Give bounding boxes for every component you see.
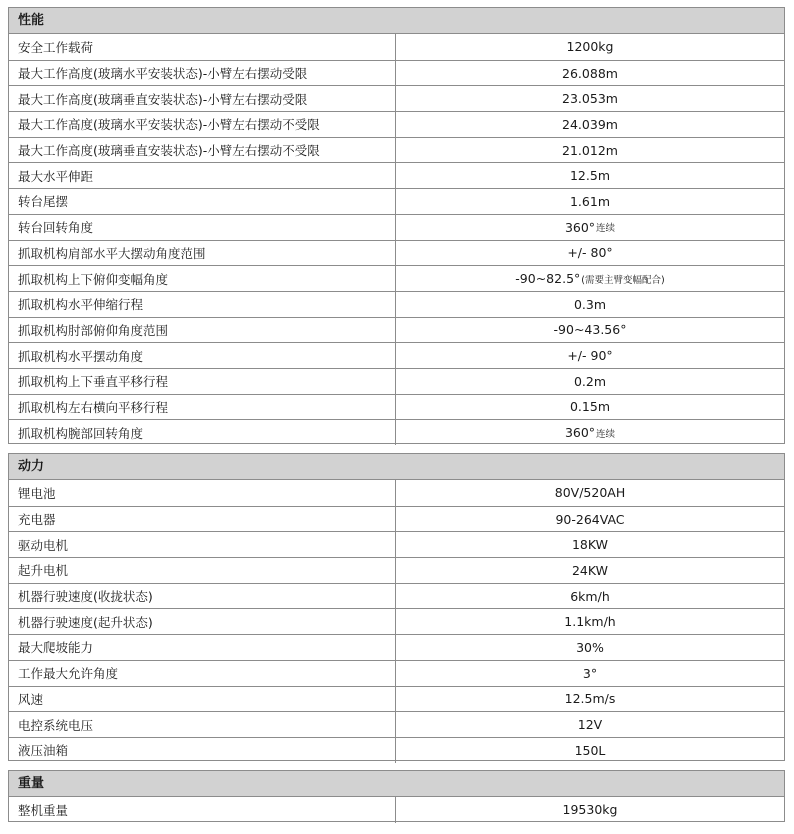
spec-value: 360°: [564, 219, 596, 235]
spec-value-cell: [396, 369, 784, 394]
spec-label: 电控系统电压: [9, 712, 396, 737]
spec-value-cell: [396, 138, 784, 163]
spec-label: 锂电池: [9, 480, 396, 506]
spec-value: 26.088m: [562, 65, 618, 81]
spec-rows: [9, 480, 784, 763]
table-row: [9, 419, 784, 445]
spec-value: 90-264VAC: [555, 511, 625, 527]
spec-value-cell: [396, 318, 784, 343]
spec-label: 液压油箱: [9, 738, 396, 763]
spec-value: 6km/h: [570, 588, 610, 604]
spec-value: 18KW: [571, 537, 609, 553]
spec-label: 抓取机构腕部回转角度: [9, 420, 396, 445]
spec-value: +/- 80°: [567, 245, 613, 261]
table-row: [9, 797, 784, 823]
table-row: [9, 686, 784, 712]
table-row: [9, 583, 784, 609]
spec-label: 抓取机构肘部俯仰角度范围: [9, 318, 396, 343]
spec-value: -90~43.56°: [553, 322, 627, 338]
spec-label: 最大工作高度(玻璃垂直安装状态)-小臂左右摆动受限: [9, 86, 396, 111]
spec-value: -90~82.5°: [515, 271, 581, 287]
spec-value: 1.1km/h: [564, 614, 616, 630]
spec-value-cell: [396, 34, 784, 60]
spec-value: 80V/520AH: [554, 485, 626, 501]
table-row: [9, 162, 784, 188]
spec-value-cell: [396, 480, 784, 506]
spec-value: 12.5m/s: [564, 691, 616, 707]
spec-value-cell: [396, 532, 784, 557]
spec-label: 抓取机构上下垂直平移行程: [9, 369, 396, 394]
spec-value-cell: [396, 712, 784, 737]
spec-label: 最大工作高度(玻璃垂直安装状态)-小臂左右摆动不受限: [9, 138, 396, 163]
spec-value-cell: [396, 112, 784, 137]
spec-value-cell: [396, 241, 784, 266]
table-row: [9, 506, 784, 532]
section-performance: [8, 7, 785, 444]
spec-value-cell: [396, 507, 784, 532]
spec-label: 最大工作高度(玻璃水平安装状态)-小臂左右摆动不受限: [9, 112, 396, 137]
spec-label: 整机重量: [9, 797, 396, 823]
table-row: [9, 34, 784, 60]
spec-value-cell: [396, 395, 784, 420]
spec-label: 抓取机构左右横向平移行程: [9, 395, 396, 420]
section-title: 动力: [9, 454, 784, 480]
spec-value: 0.2m: [573, 373, 607, 389]
spec-value: 1200kg: [566, 39, 614, 55]
table-row: [9, 85, 784, 111]
spec-value: +/- 90°: [567, 348, 613, 364]
table-row: [9, 557, 784, 583]
section-title: 性能: [9, 8, 784, 34]
spec-label: 机器行驶速度(起升状态): [9, 609, 396, 634]
spec-value-cell: [396, 797, 784, 823]
spec-note: 连续: [596, 428, 616, 440]
spec-label: 抓取机构肩部水平大摆动角度范围: [9, 241, 396, 266]
spec-value-cell: [396, 215, 784, 240]
spec-value: 21.012m: [562, 142, 618, 158]
spec-value-cell: [396, 661, 784, 686]
table-row: [9, 660, 784, 686]
table-row: [9, 634, 784, 660]
spec-value: 19530kg: [562, 802, 618, 818]
spec-value-cell: [396, 163, 784, 188]
spec-note: 连续: [596, 223, 616, 235]
spec-value: 12V: [577, 717, 603, 733]
spec-value-cell: [396, 609, 784, 634]
spec-label: 抓取机构水平伸缩行程: [9, 292, 396, 317]
spec-value-cell: [396, 420, 784, 445]
spec-value-cell: [396, 61, 784, 86]
spec-value: 24KW: [571, 562, 609, 578]
table-row: [9, 317, 784, 343]
spec-value: 30%: [576, 639, 604, 655]
spec-value-cell: [396, 558, 784, 583]
table-row: [9, 214, 784, 240]
spec-label: 最大爬坡能力: [9, 635, 396, 660]
section-power: [8, 453, 785, 761]
table-row: [9, 480, 784, 506]
spec-label: 最大工作高度(玻璃水平安装状态)-小臂左右摆动受限: [9, 61, 396, 86]
spec-value: 3°: [582, 665, 598, 681]
table-row: [9, 60, 784, 86]
table-row: [9, 265, 784, 291]
spec-label: 转台尾摆: [9, 189, 396, 214]
table-row: [9, 342, 784, 368]
spec-label: 最大水平伸距: [9, 163, 396, 188]
table-row: [9, 111, 784, 137]
table-row: [9, 240, 784, 266]
table-row: [9, 137, 784, 163]
table-row: [9, 394, 784, 420]
spec-label: 安全工作载荷: [9, 34, 396, 60]
table-row: [9, 291, 784, 317]
spec-value: 24.039m: [562, 116, 618, 132]
spec-label: 风速: [9, 687, 396, 712]
spec-label: 抓取机构上下俯仰变幅角度: [9, 266, 396, 291]
spec-value-cell: [396, 687, 784, 712]
table-row: [9, 368, 784, 394]
spec-value-cell: [396, 635, 784, 660]
spec-value-cell: [396, 738, 784, 763]
table-row: [9, 531, 784, 557]
spec-label: 起升电机: [9, 558, 396, 583]
spec-label: 转台回转角度: [9, 215, 396, 240]
spec-value-cell: [396, 86, 784, 111]
spec-value: 0.3m: [573, 296, 607, 312]
spec-note: (需要主臂变幅配合): [581, 274, 665, 286]
spec-value-cell: [396, 292, 784, 317]
section-weight: [8, 770, 785, 822]
spec-value: 23.053m: [562, 91, 618, 107]
spec-label: 驱动电机: [9, 532, 396, 557]
spec-label: 充电器: [9, 507, 396, 532]
table-row: [9, 188, 784, 214]
spec-value-cell: [396, 266, 784, 291]
spec-label: 机器行驶速度(收拢状态): [9, 584, 396, 609]
table-row: [9, 711, 784, 737]
spec-label: 工作最大允许角度: [9, 661, 396, 686]
spec-value-cell: [396, 584, 784, 609]
spec-value-cell: [396, 189, 784, 214]
spec-value: 150L: [574, 742, 606, 758]
spec-value-cell: [396, 343, 784, 368]
spec-value: 0.15m: [569, 399, 610, 415]
spec-rows: [9, 34, 784, 445]
spec-rows: [9, 797, 784, 823]
table-row: [9, 737, 784, 763]
table-row: [9, 608, 784, 634]
section-title: 重量: [9, 771, 784, 797]
spec-value: 1.61m: [569, 193, 610, 209]
spec-label: 抓取机构水平摆动角度: [9, 343, 396, 368]
spec-value: 360°: [564, 425, 596, 441]
spec-value: 12.5m: [569, 168, 610, 184]
